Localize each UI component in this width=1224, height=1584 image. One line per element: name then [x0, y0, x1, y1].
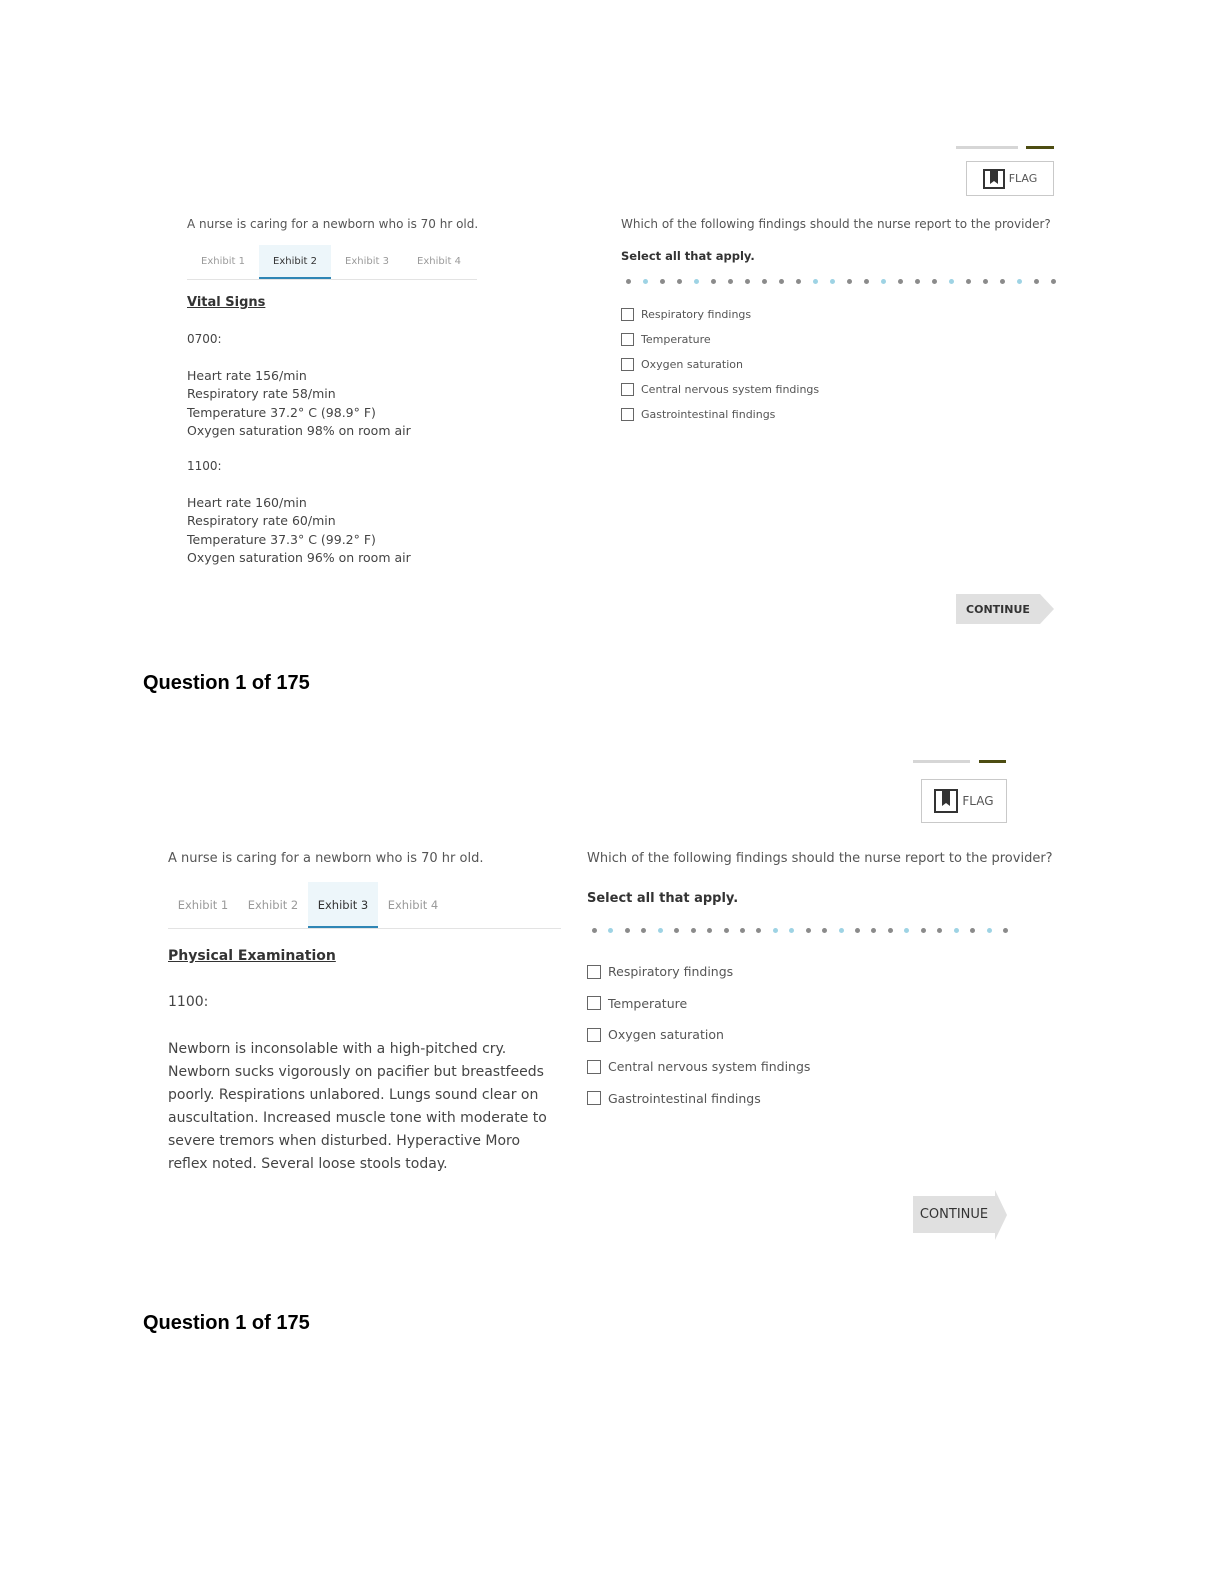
divider-dot	[847, 279, 852, 284]
divider-dot	[904, 928, 909, 933]
exhibit-heading: Vital Signs	[187, 295, 266, 310]
divider-dot	[707, 928, 712, 933]
option-cns-findings[interactable]	[621, 377, 819, 402]
checkbox[interactable]	[621, 408, 634, 421]
question-text: Which of the following findings should the nurse report to the provider?	[621, 217, 1051, 231]
tab-exhibit-2[interactable]: Exhibit 2	[259, 245, 331, 279]
vital-sign-line: Respiratory rate 58/min	[187, 386, 336, 402]
divider-dot	[745, 279, 750, 284]
option-gi-findings[interactable]	[621, 402, 819, 427]
divider-dot	[932, 279, 937, 284]
divider-dot	[625, 928, 630, 933]
continue-button[interactable]	[956, 594, 1054, 624]
option-respiratory-findings[interactable]	[587, 956, 810, 988]
divider-dot	[626, 279, 631, 284]
divider-dot	[789, 928, 794, 933]
option-cns-findings[interactable]	[587, 1051, 810, 1083]
option-label: Respiratory findings	[641, 308, 752, 321]
divider-dot	[773, 928, 778, 933]
option-label: Temperature	[641, 333, 711, 346]
vital-sign-line: Temperature 37.3° C (99.2° F)	[187, 531, 376, 547]
divider-dot	[756, 928, 761, 933]
divider-dot	[779, 279, 784, 284]
option-label: Oxygen saturation	[641, 358, 743, 371]
progress-track	[956, 146, 1018, 149]
flag-label: FLAG	[1008, 172, 1038, 185]
checkbox[interactable]	[587, 1060, 601, 1074]
vital-sign-line: Heart rate 160/min	[187, 495, 307, 510]
question-stem: A nurse is caring for a newborn who is 70 hr old.	[187, 217, 479, 231]
divider-dot	[1003, 928, 1008, 933]
divider-dot	[822, 928, 827, 933]
divider-dot	[921, 928, 926, 933]
divider-dot	[970, 928, 975, 933]
dotted-divider	[592, 928, 1008, 933]
flag-label: FLAG	[962, 794, 994, 808]
progress-track	[913, 760, 970, 763]
vital-sign-line: Oxygen saturation 98% on room air	[187, 422, 411, 438]
progress-bar	[913, 760, 1006, 763]
divider-dot	[871, 928, 876, 933]
progress-fill	[1026, 146, 1054, 149]
vital-sign-line: Temperature 37.2° C (98.9° F)	[187, 404, 376, 420]
tab-exhibit-4[interactable]: Exhibit 4	[387, 898, 439, 912]
divider-dot	[796, 279, 801, 284]
question-text: Which of the following findings should the nurse report to the provider?	[587, 851, 1053, 866]
exhibit-time: 1100:	[168, 994, 209, 1010]
divider-dot	[1034, 279, 1039, 284]
divider-dot	[915, 279, 920, 284]
exhibit-time: 1100:	[187, 459, 222, 473]
option-label: Respiratory findings	[608, 964, 734, 980]
divider-dot	[643, 279, 648, 284]
exhibit-heading: Physical Examination	[168, 948, 336, 964]
divider-dot	[762, 279, 767, 284]
vital-sign-line: Oxygen saturation 96% on room air	[187, 549, 411, 565]
dotted-divider	[626, 279, 1056, 284]
select-all-instruction: Select all that apply.	[621, 249, 755, 263]
divider-dot	[691, 928, 696, 933]
divider-dot	[949, 279, 954, 284]
bookmark-icon	[934, 789, 958, 813]
divider-dot	[608, 928, 613, 933]
tab-exhibit-2[interactable]: Exhibit 2	[247, 898, 299, 912]
divider-dot	[881, 279, 886, 284]
exam-screenshot-1	[0, 0, 1224, 640]
vital-sign-line: Respiratory rate 60/min	[187, 513, 336, 529]
divider-dot	[677, 279, 682, 284]
option-oxygen-saturation[interactable]	[621, 352, 819, 377]
divider-dot	[1000, 279, 1005, 284]
divider-dot	[898, 279, 903, 284]
divider-dot	[830, 279, 835, 284]
flag-button[interactable]	[966, 161, 1054, 196]
divider-dot	[987, 928, 992, 933]
arrow-right-icon	[1040, 594, 1054, 624]
divider-dot	[660, 279, 665, 284]
tab-exhibit-1[interactable]: Exhibit 1	[201, 256, 245, 267]
divider-dot	[1017, 279, 1022, 284]
answer-options	[621, 302, 819, 427]
option-respiratory-findings[interactable]	[621, 302, 819, 327]
tab-exhibit-3[interactable]: Exhibit 3	[345, 256, 389, 267]
exhibit-tabs	[168, 882, 561, 929]
tab-exhibit-3[interactable]: Exhibit 3	[308, 882, 378, 928]
divider-dot	[983, 279, 988, 284]
bookmark-icon	[983, 169, 1005, 189]
checkbox[interactable]	[587, 1028, 601, 1042]
exam-screenshot-2	[0, 740, 1224, 1280]
flag-button[interactable]	[921, 779, 1007, 823]
divider-dot	[694, 279, 699, 284]
exhibit-tabs	[187, 245, 477, 280]
arrow-right-icon	[995, 1190, 1007, 1240]
checkbox[interactable]	[621, 358, 634, 371]
divider-dot	[1051, 279, 1056, 284]
continue-label: CONTINUE	[956, 594, 1040, 624]
checkbox[interactable]	[587, 965, 601, 979]
vital-sign-line: Heart rate 156/min	[187, 368, 307, 383]
checkbox[interactable]	[621, 383, 634, 396]
divider-dot	[966, 279, 971, 284]
vital-signs-1100	[187, 494, 411, 567]
divider-dot	[711, 279, 716, 284]
checkbox[interactable]	[621, 308, 634, 321]
option-label: Gastrointestinal findings	[641, 408, 776, 421]
divider-dot	[658, 928, 663, 933]
divider-dot	[813, 279, 818, 284]
divider-dot	[728, 279, 733, 284]
option-gi-findings[interactable]	[587, 1082, 810, 1114]
exhibit-time: 0700:	[187, 332, 222, 346]
divider-dot	[641, 928, 646, 933]
question-stem: A nurse is caring for a newborn who is 70 hr old.	[168, 851, 484, 866]
vital-signs-0700	[187, 367, 411, 440]
divider-dot	[592, 928, 597, 933]
divider-dot	[724, 928, 729, 933]
checkbox[interactable]	[621, 333, 634, 346]
option-temperature[interactable]	[587, 988, 810, 1020]
option-oxygen-saturation[interactable]	[587, 1019, 810, 1051]
tab-exhibit-4[interactable]: Exhibit 4	[417, 256, 461, 267]
checkbox[interactable]	[587, 996, 601, 1010]
continue-button[interactable]	[913, 1189, 1007, 1240]
continue-label: CONTINUE	[913, 1196, 995, 1233]
divider-dot	[806, 928, 811, 933]
option-label: Gastrointestinal findings	[608, 1090, 761, 1106]
progress-bar	[956, 146, 1054, 149]
answer-options	[587, 956, 810, 1114]
exhibit-paragraph: Newborn is inconsolable with a high-pitched cry. Newborn sucks vigorously on pacifier but breastfeeds poorly. Respirations unlabored. Lungs sound clear on auscultation. Increased muscle tone with moderate to severe tremors when disturbed. Hyperactive Moro reflex noted. Several loose stools today.	[168, 1041, 547, 1172]
option-label: Central nervous system findings	[641, 383, 820, 396]
question-counter: Question 1 of 175	[143, 1312, 310, 1334]
progress-fill	[979, 760, 1006, 763]
checkbox[interactable]	[587, 1091, 601, 1105]
option-label: Central nervous system findings	[608, 1059, 811, 1075]
option-label: Oxygen saturation	[608, 1027, 724, 1043]
divider-dot	[674, 928, 679, 933]
divider-dot	[855, 928, 860, 933]
question-counter: Question 1 of 175	[143, 672, 310, 694]
divider-dot	[864, 279, 869, 284]
divider-dot	[740, 928, 745, 933]
divider-dot	[888, 928, 893, 933]
divider-dot	[839, 928, 844, 933]
divider-dot	[937, 928, 942, 933]
option-label: Temperature	[608, 995, 688, 1011]
select-all-instruction: Select all that apply.	[587, 891, 739, 906]
option-temperature[interactable]	[621, 327, 819, 352]
divider-dot	[954, 928, 959, 933]
tab-exhibit-1[interactable]: Exhibit 1	[177, 898, 229, 912]
